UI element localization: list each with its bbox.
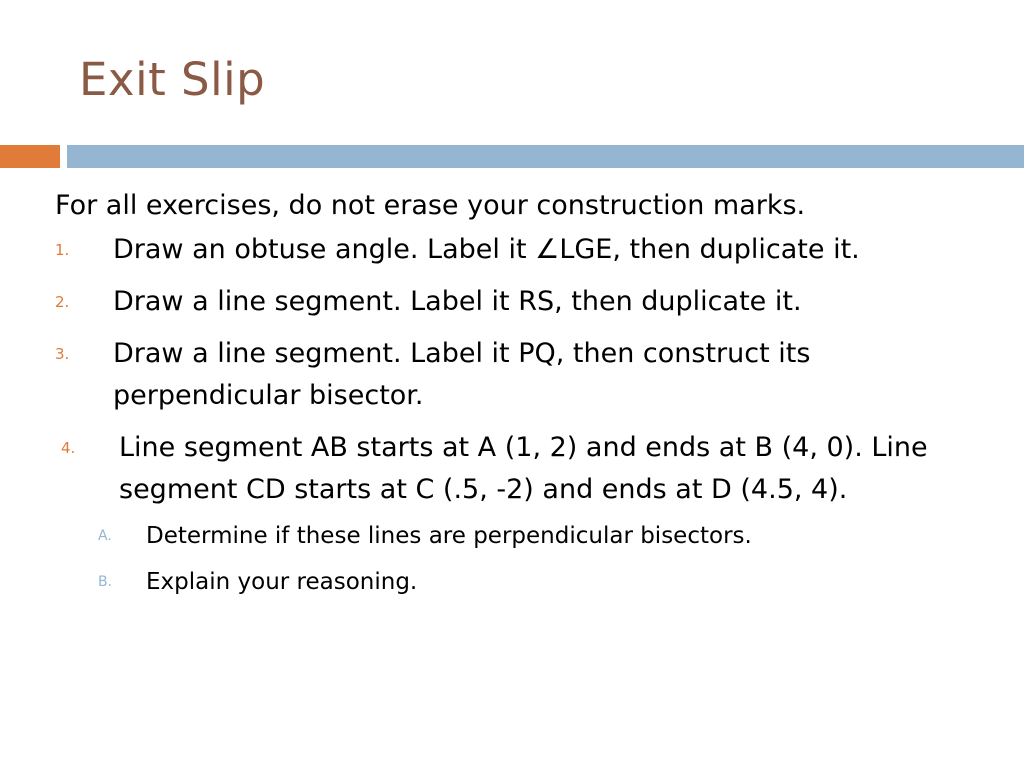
- item-text: Draw a line segment. Label it PQ, then construct its perpendicular bisector.: [113, 338, 811, 411]
- item-number: 4.: [61, 439, 76, 457]
- item-number: 3.: [55, 345, 70, 363]
- item-text: Line segment AB starts at A (1, 2) and ends at B (4, 0). Line segment CD starts at C (.5, -2) and ends at D (4.5, 4).: [119, 432, 928, 505]
- list-item-2: [55, 281, 975, 323]
- sub-item-b: [55, 563, 975, 601]
- slide-title: Exit Slip: [79, 53, 266, 106]
- accent-bar-orange: [0, 145, 60, 168]
- list-item-3: [55, 333, 975, 417]
- sub-item-text: Determine if these lines are perpendicular bisectors.: [146, 523, 752, 549]
- item-number: 2.: [55, 293, 70, 311]
- list-item-4: [61, 427, 975, 511]
- accent-bar-blue: [67, 145, 1024, 168]
- sub-item-letter: B.: [98, 574, 113, 590]
- item-text: Draw a line segment. Label it RS, then duplicate it.: [113, 286, 802, 317]
- slide-content: [55, 185, 975, 609]
- item-number: 1.: [55, 241, 70, 259]
- list-item-1: [55, 229, 975, 271]
- sub-item-a: [55, 517, 975, 555]
- intro-text: For all exercises, do not erase your construction marks.: [55, 190, 806, 221]
- sub-item-text: Explain your reasoning.: [146, 569, 418, 595]
- item-text: Draw an obtuse angle. Label it ∠LGE, then duplicate it.: [113, 234, 860, 265]
- sub-item-letter: A.: [98, 528, 112, 544]
